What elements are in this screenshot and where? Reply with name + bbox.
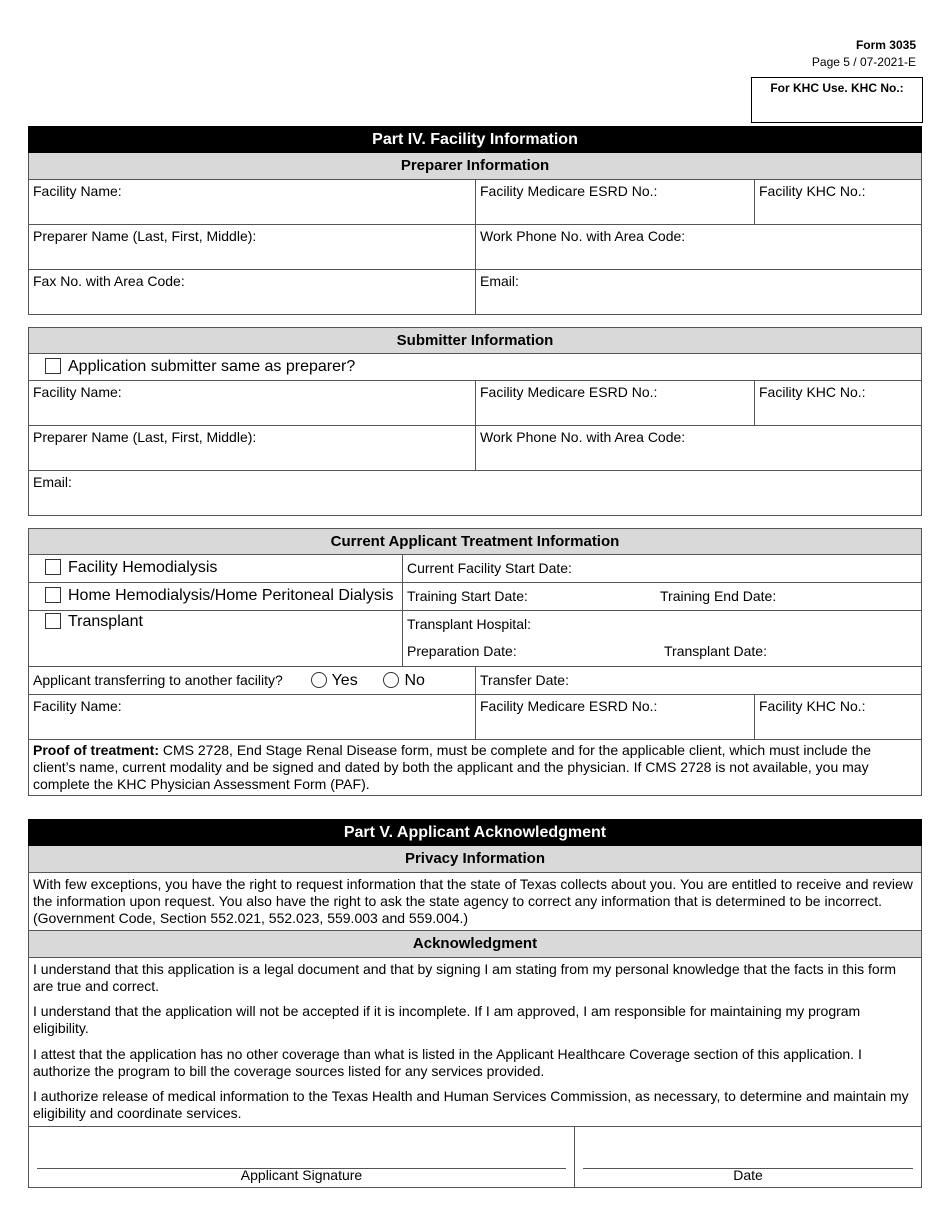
- preparer-row-2: [28, 225, 922, 270]
- transplant-date-label: Transplant Date:: [664, 643, 767, 659]
- date-field[interactable]: [575, 1127, 921, 1187]
- treatment-row-facility: [28, 695, 922, 740]
- home-dialysis-checkbox[interactable]: [45, 587, 61, 603]
- treatment-facility-name-label: Facility Name:: [33, 698, 122, 714]
- submitter-name-label: Preparer Name (Last, First, Middle):: [33, 429, 257, 445]
- proof-label: Proof of treatment:: [33, 742, 159, 758]
- submitter-facility-name-field[interactable]: [29, 381, 476, 425]
- preparer-name-label: Preparer Name (Last, First, Middle):: [33, 228, 257, 244]
- preparer-work-phone-label: Work Phone No. with Area Code:: [480, 228, 686, 244]
- ack-paragraph-4: I authorize release of medical information to the Texas Health and Human Services Commission, as necessary, to determine and maintain my eligibility and coordinate services.: [33, 1088, 909, 1121]
- current-start-date-label: Current Facility Start Date:: [407, 560, 572, 576]
- submitter-row-1: [28, 381, 922, 426]
- transplant-hospital-label: Transplant Hospital:: [407, 616, 531, 632]
- khc-use-box: [751, 77, 923, 123]
- preparer-work-phone-field[interactable]: [476, 225, 921, 269]
- transplant-label: Transplant: [68, 613, 143, 630]
- preparer-title: Preparer Information: [28, 153, 922, 180]
- treatment-section: [28, 528, 922, 796]
- transfer-no-label: No: [404, 672, 425, 689]
- preparer-facility-name-label: Facility Name:: [33, 183, 122, 199]
- transfer-question: [29, 667, 476, 694]
- facility-hemodialysis-label: Facility Hemodialysis: [68, 559, 218, 576]
- treatment-khc-no-label: Facility KHC No.:: [759, 698, 866, 714]
- part4-title: Part IV. Facility Information: [28, 126, 922, 153]
- proof-of-treatment: [28, 740, 922, 796]
- submitter-medicare-esrd-label: Facility Medicare ESRD No.:: [480, 384, 658, 400]
- treatment-row-transplant: [28, 611, 922, 667]
- treatment-facility-name-field[interactable]: [29, 695, 476, 739]
- preparer-email-label: Email:: [480, 273, 519, 289]
- treatment-khc-no-field[interactable]: [755, 695, 921, 739]
- part4-section: [28, 126, 922, 315]
- submitter-khc-no-label: Facility KHC No.:: [759, 384, 866, 400]
- submitter-medicare-esrd-field[interactable]: [476, 381, 755, 425]
- form-number: Form 3035: [855, 38, 916, 52]
- submitter-row-3: [28, 471, 922, 516]
- preparer-medicare-esrd-field[interactable]: [476, 180, 755, 224]
- preparer-fax-field[interactable]: [29, 270, 476, 314]
- preparer-facility-name-field[interactable]: [29, 180, 476, 224]
- ack-paragraph-2: I understand that the application will not be accepted if it is incomplete. If I am approved, I am responsible for maintaining my program eligibility.: [33, 1003, 861, 1036]
- part5-title: Part V. Applicant Acknowledgment: [28, 819, 922, 846]
- preparer-row-3: [28, 270, 922, 315]
- applicant-signature-label: Applicant Signature: [240, 1167, 363, 1183]
- preparer-medicare-esrd-label: Facility Medicare ESRD No.:: [480, 183, 658, 199]
- current-start-date-field[interactable]: [403, 555, 921, 582]
- preparer-khc-no-field[interactable]: [755, 180, 921, 224]
- submitter-work-phone-label: Work Phone No. with Area Code:: [480, 429, 686, 445]
- privacy-title: Privacy Information: [28, 846, 922, 873]
- part5-section: [28, 819, 922, 1188]
- transplant-checkbox[interactable]: [45, 613, 61, 629]
- preparer-fax-label: Fax No. with Area Code:: [33, 273, 185, 289]
- applicant-signature-field[interactable]: [29, 1127, 575, 1187]
- transfer-yes-option[interactable]: [311, 672, 358, 688]
- transplant-hospital-field[interactable]: [403, 611, 921, 639]
- transplant-details: [403, 611, 921, 666]
- transfer-date-label: Transfer Date:: [480, 672, 569, 688]
- submitter-email-field[interactable]: [29, 471, 921, 515]
- same-as-preparer-option[interactable]: [29, 354, 921, 380]
- transfer-yes-label: Yes: [331, 672, 358, 689]
- transfer-yes-radio[interactable]: [311, 672, 327, 688]
- ack-paragraph-3: I attest that the application has no other coverage than what is listed in the Applicant Healthcare Coverage section of this application. I authorize the program to bill the coverage sources listed for any services provided.: [33, 1046, 862, 1079]
- submitter-email-label: Email:: [33, 474, 72, 490]
- submitter-work-phone-field[interactable]: [476, 426, 921, 470]
- proof-text: CMS 2728, End Stage Renal Disease form, must be complete and for the applicable client, which must include the client’s name, current modality and be signed and dated by both the applicant and the physician. If CMS 2728 is not available, you may complete the KHC Physician Assessment Form (PAF).: [33, 742, 872, 792]
- khc-use-label: For KHC Use. KHC No.:: [770, 81, 904, 95]
- transfer-date-field[interactable]: [476, 667, 921, 694]
- training-start-label: Training Start Date:: [407, 588, 528, 604]
- facility-hemodialysis-checkbox[interactable]: [45, 559, 61, 575]
- facility-hemodialysis-option[interactable]: [29, 555, 403, 582]
- submitter-title: Submitter Information: [28, 327, 922, 354]
- submitter-khc-no-field[interactable]: [755, 381, 921, 425]
- submitter-section: [28, 327, 922, 516]
- same-as-preparer-label: Application submitter same as preparer?: [68, 358, 356, 375]
- treatment-medicare-esrd-label: Facility Medicare ESRD No.:: [480, 698, 658, 714]
- signature-row: [28, 1126, 922, 1188]
- acknowledgment-title: Acknowledgment: [28, 931, 922, 958]
- page-info: Page 5 / 07-2021-E: [811, 55, 916, 69]
- submitter-row-2: [28, 426, 922, 471]
- preparer-row-1: [28, 180, 922, 225]
- transfer-no-radio[interactable]: [383, 672, 399, 688]
- transplant-dates-field[interactable]: [403, 639, 921, 667]
- treatment-title: Current Applicant Treatment Information: [28, 528, 922, 555]
- home-dialysis-option[interactable]: [29, 583, 403, 610]
- transplant-option[interactable]: [29, 611, 403, 666]
- preparer-email-field[interactable]: [476, 270, 921, 314]
- transfer-no-option[interactable]: [383, 672, 424, 688]
- treatment-row-home: [28, 583, 922, 611]
- home-dialysis-label: Home Hemodialysis/Home Peritoneal Dialysis: [68, 587, 394, 604]
- transfer-question-label: Applicant transferring to another facility?: [33, 672, 283, 688]
- treatment-row-hemo: [28, 555, 922, 583]
- preparer-name-field[interactable]: [29, 225, 476, 269]
- treatment-row-transfer: [28, 667, 922, 695]
- same-as-preparer-checkbox[interactable]: [45, 358, 61, 374]
- date-label: Date: [733, 1167, 763, 1183]
- treatment-medicare-esrd-field[interactable]: [476, 695, 755, 739]
- submitter-facility-name-label: Facility Name:: [33, 384, 122, 400]
- preparation-date-label: Preparation Date:: [407, 643, 517, 659]
- privacy-text: With few exceptions, you have the right to request information that the state of Texas collects about you. You are entitled to receive and review the information upon request. You also have the right to ask the state agency to correct any information that is determined to be incorrect. (Government Code, Section 552.021, 552.023, 559.003 and 559.004.): [28, 873, 922, 931]
- submitter-same-row: [28, 354, 922, 381]
- ack-paragraph-1: I understand that this application is a legal document and that by signing I am stating from my personal knowledge that the facts in this form are true and correct.: [33, 961, 897, 994]
- training-end-label: Training End Date:: [660, 588, 777, 604]
- submitter-name-field[interactable]: [29, 426, 476, 470]
- preparer-khc-no-label: Facility KHC No.:: [759, 183, 866, 199]
- acknowledgment-body: [28, 958, 922, 1126]
- training-dates-field[interactable]: [403, 583, 921, 610]
